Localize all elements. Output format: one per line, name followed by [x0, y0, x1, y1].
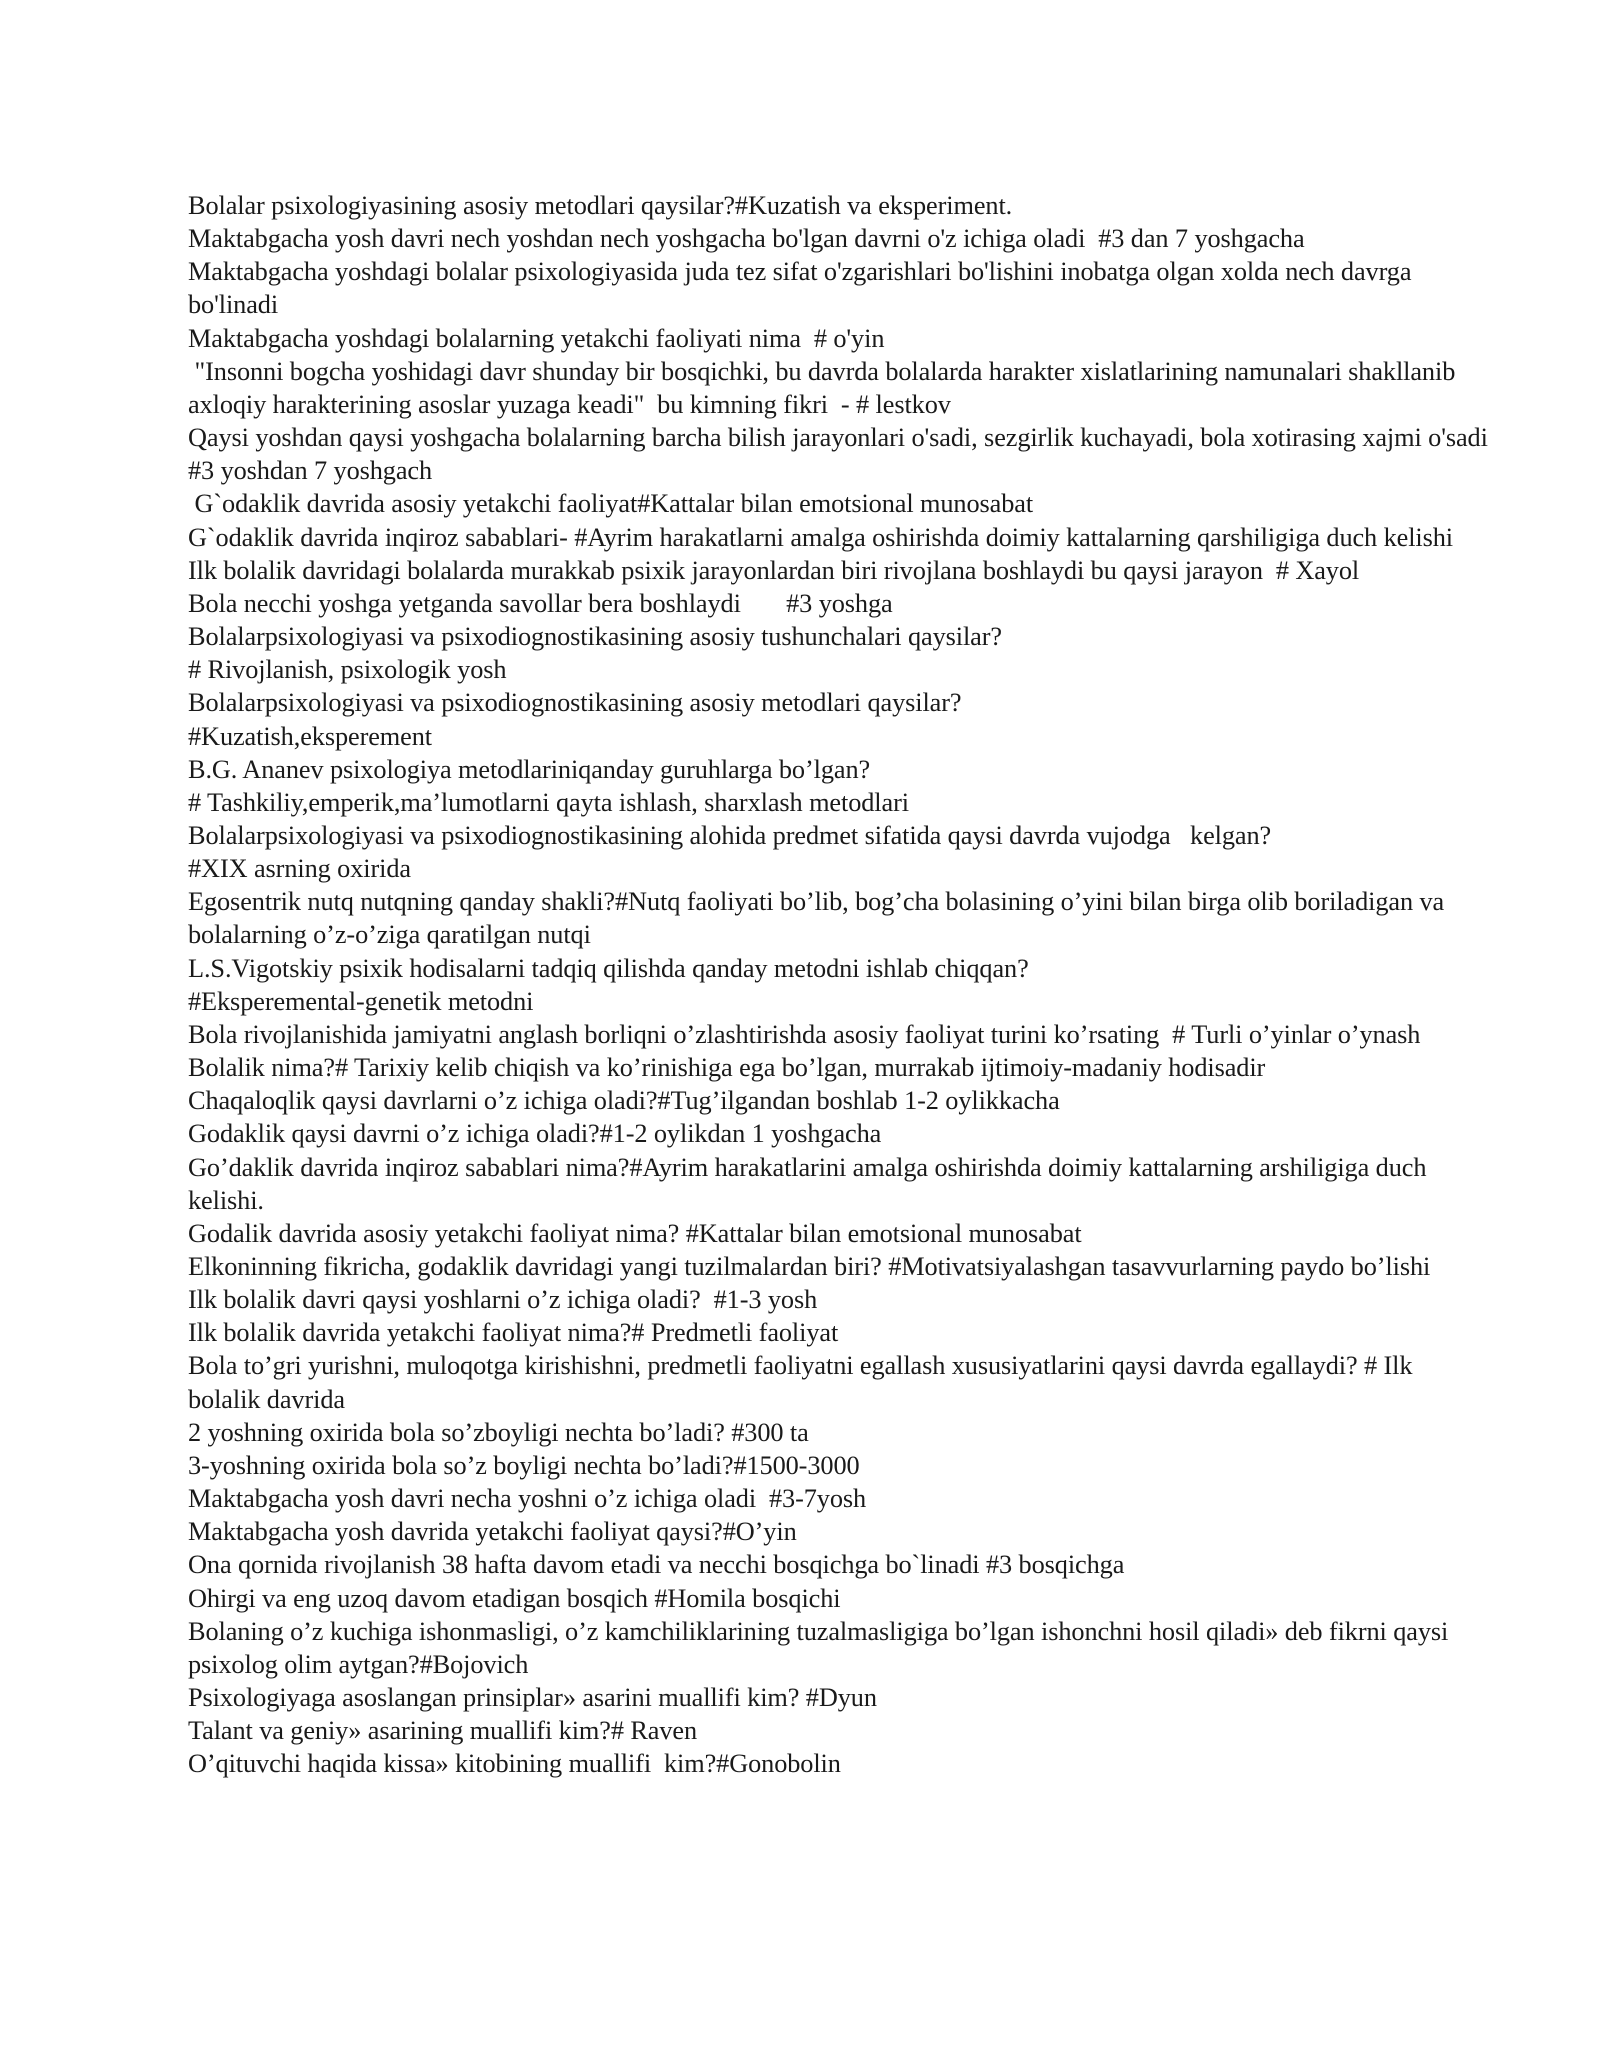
- text-line: 2 yoshning oxirida bola so’zboyligi nechta bo’ladi? #300 ta: [188, 1417, 809, 1447]
- text-line: Bola necchi yoshga yetganda savollar bera boshlaydi #3 yoshga: [188, 588, 893, 618]
- text-line: Maktabgacha yosh davrida yetakchi faoliyat qaysi?#O’yin: [188, 1517, 797, 1547]
- text-line: O’qituvchi haqida kissa» kitobining muallifi kim?#Gonobolin: [188, 1749, 841, 1779]
- text-line: Talant va geniy» asarining muallifi kim?# Raven: [188, 1716, 698, 1746]
- text-line: #XIX asrning oxirida: [188, 854, 411, 884]
- text-line: #Kuzatish,eksperement: [188, 721, 432, 751]
- text-line: Bolalarpsixologiyasi va psixodiognostikasining alohida predmet sifatida qaysi davrda vujodga kelgan?: [188, 820, 1272, 850]
- text-line: #Eksperemental-genetik metodni: [188, 986, 534, 1016]
- text-line: Ilk bolalik davridagi bolalarda murakkab psixik jarayonlardan biri rivojlana boshlaydi bu qaysi jarayon # Xayol: [188, 555, 1360, 585]
- text-line: Bolaning o’z kuchiga ishonmasligi, o’z kamchiliklarining tuzalmasligiga bo’lgan ishonchni hosil qiladi» deb fikrni qaysi psixolog olim aytgan?#Bojovich: [188, 1616, 1455, 1679]
- text-line: # Tashkiliy,emperik,ma’lumotlarni qayta ishlash, sharxlash metodlari: [188, 787, 909, 817]
- text-line: Bolalarpsixologiyasi va psixodiognostikasining asosiy tushunchalari qaysilar?: [188, 622, 1002, 652]
- text-line: Maktabgacha yosh davri nech yoshdan nech yoshgacha bo'lgan davrni o'z ichiga oladi #3 dan 7 yoshgacha: [188, 224, 1305, 254]
- text-line: L.S.Vigotskiy psixik hodisalarni tadqiq qilishda qanday metodni ishlab chiqqan?: [188, 953, 1029, 983]
- text-line: Ilk bolalik davri qaysi yoshlarni o’z ichiga oladi? #1-3 yosh: [188, 1285, 818, 1315]
- text-line: Bola rivojlanishida jamiyatni anglash borliqni o’zlashtirishda asosiy faoliyat turini ko’rsating # Turli o’yinlar o’ynash: [188, 1019, 1421, 1049]
- text-line: Godaklik qaysi davrni o’z ichiga oladi?#1-2 oylikdan 1 yoshgacha: [188, 1119, 882, 1149]
- text-line: 3-yoshning oxirida bola so’z boyligi nechta bo’ladi?#1500-3000: [188, 1450, 860, 1480]
- text-line: Chaqaloqlik qaysi davrlarni o’z ichiga oladi?#Tug’ilgandan boshlab 1-2 oylikkacha: [188, 1086, 1060, 1116]
- text-line: Bolalik nima?# Tarixiy kelib chiqish va ko’rinishiga ega bo’lgan, murrakab ijtimoiy-madaniy hodisadir: [188, 1053, 1266, 1083]
- text-line: Bolalarpsixologiyasi va psixodiognostikasining asosiy metodlari qaysilar?: [188, 688, 962, 718]
- text-line: Ilk bolalik davrida yetakchi faoliyat nima?# Predmetli faoliyat: [188, 1318, 839, 1348]
- text-line: Psixologiyaga asoslangan prinsiplar» asarini muallifi kim? #Dyun: [188, 1683, 877, 1713]
- document-body: [188, 189, 1495, 1781]
- text-line: G`odaklik davrida inqiroz sabablari- #Ayrim harakatlarni amalga oshirishda doimiy kattalarning qarshiligiga duch kelishi: [188, 522, 1454, 552]
- text-line: G`odaklik davrida asosiy yetakchi faoliyat#Kattalar bilan emotsional munosabat: [188, 489, 1034, 519]
- text-line: Maktabgacha yosh davri necha yoshni o’z ichiga oladi #3-7yosh: [188, 1484, 867, 1514]
- text-line: Bola to’gri yurishni, muloqotga kirishishni, predmetli faoliyatni egallash xususiyatlarini qaysi davrda egallaydi? # Ilk bolalik davrida: [188, 1351, 1419, 1414]
- text-line: Maktabgacha yoshdagi bolalarning yetakchi faoliyati nima # o'yin: [188, 323, 885, 353]
- text-line: Qaysi yoshdan qaysi yoshgacha bolalarning barcha bilish jarayonlari o'sadi, sezgirlik kuchayadi, bola xotirasing xajmi o'sadi #3 yoshdan 7 yoshgach: [188, 423, 1495, 486]
- text-line: Egosentrik nutq nutqning qanday shakli?#Nutq faoliyati bo’lib, bog’cha bolasining o’yini bilan birga olib boriladigan va bolalarning o’z-o’ziga qaratilgan nutqi: [188, 887, 1451, 950]
- text-line: Go’daklik davrida inqiroz sabablari nima?#Ayrim harakatlarini amalga oshirishda doimiy kattalarning arshiligiga duch kelishi.: [188, 1152, 1433, 1215]
- text-line: "Insonni bogcha yoshidagi davr shunday bir bosqichki, bu davrda bolalarda harakter xislatlarining namunalari shakllanib axloqiy harakterining asoslar yuzaga keadi" bu kimning fikri - # lestkov: [188, 356, 1462, 419]
- text-line: Bolalar psixologiyasining asosiy metodlari qaysilar?#Kuzatish va eksperiment.: [188, 191, 1013, 220]
- text-line: Ona qornida rivojlanish 38 hafta davom etadi va necchi bosqichga bo`linadi #3 bosqichga: [188, 1550, 1125, 1580]
- text-line: B.G. Ananev psixologiya metodlariniqanday guruhlarga bo’lgan?: [188, 754, 871, 784]
- text-line: Elkoninning fikricha, godaklik davridagi yangi tuzilmalardan biri? #Motivatsiyalashgan tasavvurlarning paydo bo’lishi: [188, 1252, 1431, 1281]
- text-line: # Rivojlanish, psixologik yosh: [188, 655, 507, 685]
- text-line: Godalik davrida asosiy yetakchi faoliyat nima? #Kattalar bilan emotsional munosabat: [188, 1218, 1082, 1248]
- text-line: Ohirgi va eng uzoq davom etadigan bosqich #Homila bosqichi: [188, 1583, 841, 1613]
- text-line: Maktabgacha yoshdagi bolalar psixologiyasida juda tez sifat o'zgarishlari bo'lishini inobatga olgan xolda nech davrga bo'linadi: [188, 257, 1418, 320]
